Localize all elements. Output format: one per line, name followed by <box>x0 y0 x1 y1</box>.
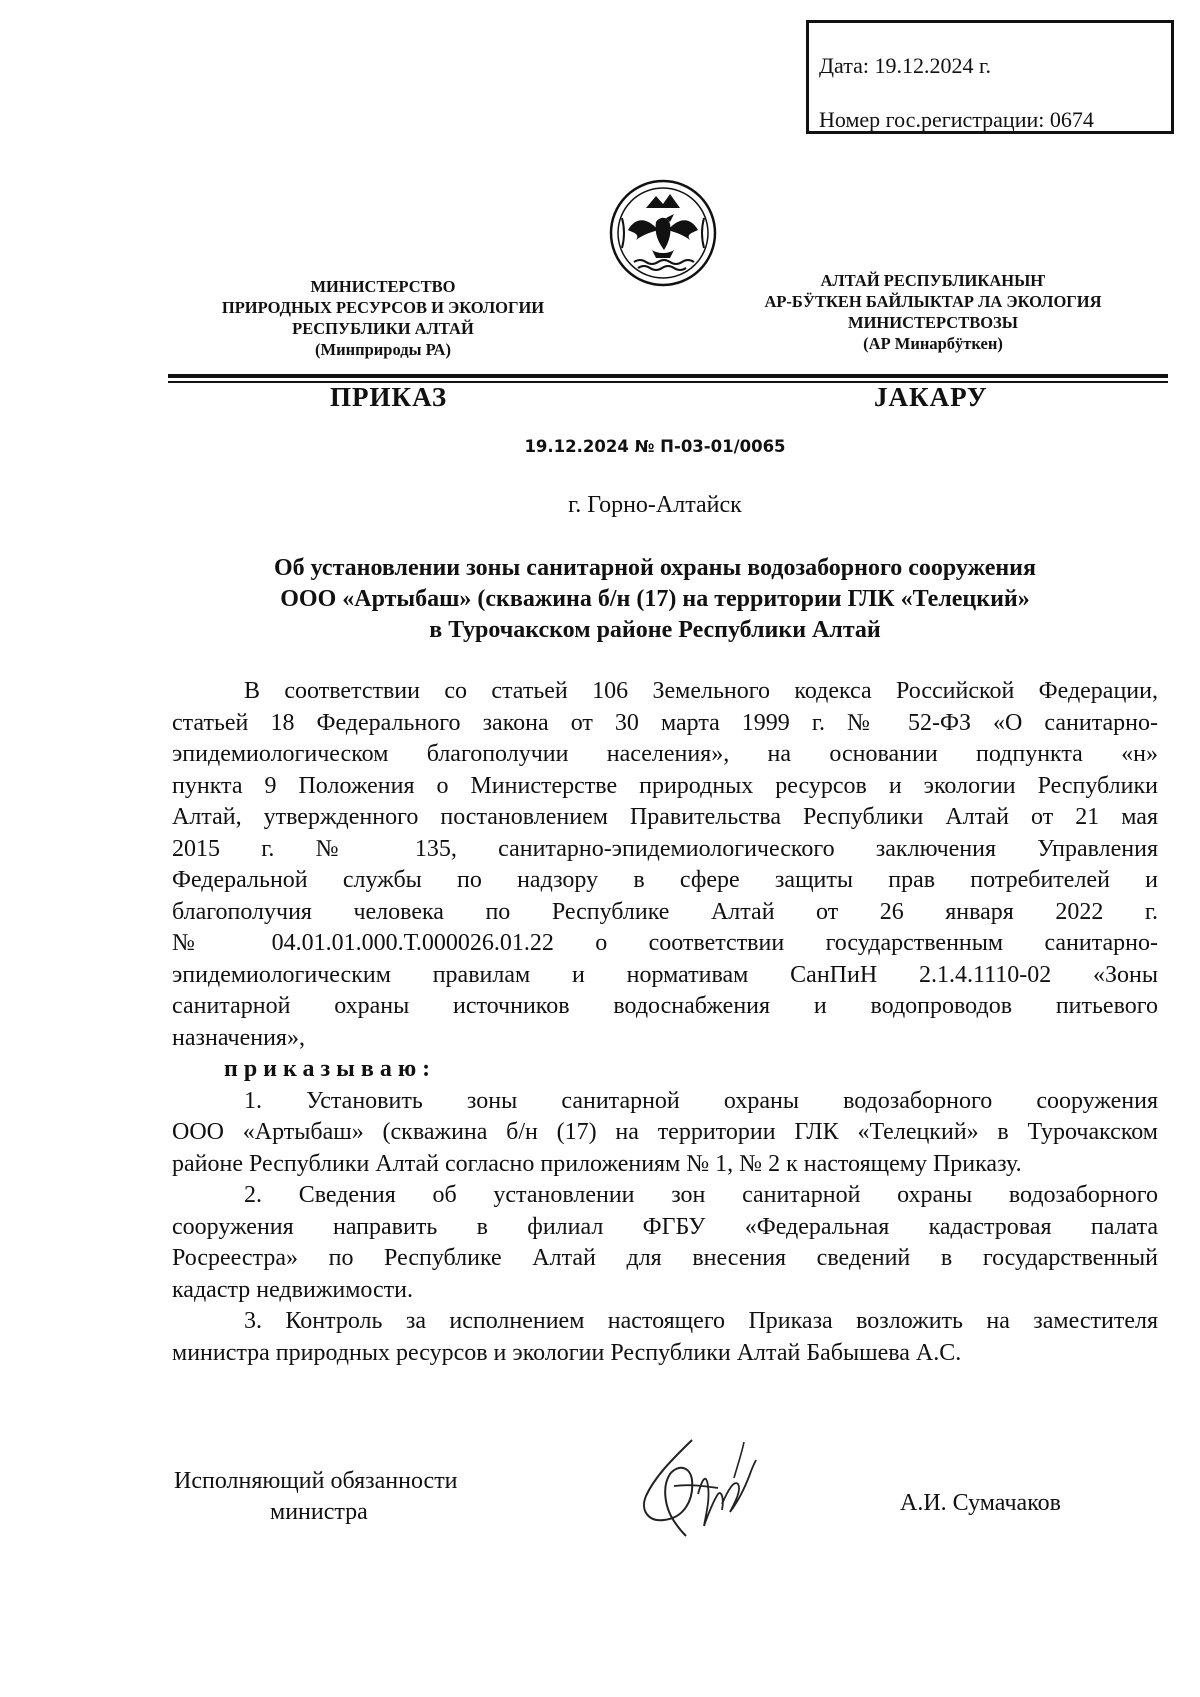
preamble-line: № 04.01.01.000.Т.000026.01.22 о соответствии государственным санитарно- <box>172 930 1158 956</box>
item-3-line: 3. Контроль за исполнением настоящего Приказа возложить на заместителя <box>244 1308 1158 1334</box>
ministry-name-alt-line: АР-БӰТКЕН БАЙЛЫКТАР ЛА ЭКОЛОГИЯ <box>764 292 1102 311</box>
item-2-line: сооружения направить в филиал ФГБУ «Федеральная кадастровая палата <box>172 1213 1158 1240</box>
preamble-line: В соответствии со статьей 106 Земельного кодекса Российской Федерации, <box>244 678 1158 704</box>
signer-position-line: министра <box>270 1499 368 1525</box>
item-1-line: районе Республики Алтай согласно приложениям № 1, № 2 к настоящему Приказу. <box>172 1150 1022 1177</box>
preamble-line: Алтай, утвержденного постановлением Правительства Республики Алтай от 21 мая <box>172 804 1158 830</box>
signer-name: А.И. Сумачаков <box>900 1490 1061 1516</box>
order-heading-altai: JАКАРУ <box>874 382 988 412</box>
altai-republic-coat-of-arms-icon <box>608 178 718 288</box>
order-verb: приказываю: <box>224 1056 437 1082</box>
order-title-line: ООО «Артыбаш» (скважина б/н (17) на территории ГЛК «Телецкий» <box>280 586 1030 612</box>
order-city: г. Горно-Алтайск <box>568 492 742 518</box>
order-heading-russian: ПРИКАЗ <box>330 382 448 412</box>
registration-number-value: 0674 <box>1049 107 1094 132</box>
item-2-line: 2. Сведения об установлении зон санитарной охраны водозаборного <box>244 1182 1158 1208</box>
preamble-line: назначения», <box>172 1024 305 1051</box>
preamble-line: благополучия человека по Республике Алтай от 26 января 2022 г. <box>172 898 1158 925</box>
preamble-line: санитарной охраны источников водоснабжения и водопроводов питьевого <box>172 993 1158 1019</box>
ministry-name-altai <box>718 270 1148 354</box>
handwritten-signature-icon <box>634 1434 764 1538</box>
preamble-line: 2015 г. № 135, санитарно-эпидемиологического заключения Управления <box>172 835 1158 862</box>
order-title-line: в Турочакском районе Республики Алтай <box>429 617 881 643</box>
registration-date-value: 19.12.2024 г. <box>874 53 992 78</box>
header-divider-thin <box>168 381 1168 383</box>
ministry-name-alt-line: (АР Минарбӱткен) <box>863 334 1003 353</box>
preamble-line: Федеральной службы по надзору в сфере защиты прав потребителей и <box>172 867 1158 893</box>
ministry-name-ru-line: РЕСПУБЛИКИ АЛТАЙ <box>292 319 474 338</box>
header-divider-thick <box>168 374 1168 378</box>
registration-stamp <box>806 20 1174 134</box>
registration-date-row <box>819 39 1171 93</box>
order-number: 19.12.2024 № П-03-01/0065 <box>524 437 786 456</box>
preamble-line: эпидемиологическом благополучии населения», на основании подпункта «н» <box>172 741 1158 767</box>
registration-date-label: Дата: <box>819 53 869 78</box>
preamble-line: эпидемиологическим правилам и нормативам СанПиН 2.1.4.1110-02 «Зоны <box>172 961 1158 988</box>
ministry-name-ru-line: (Минприроды РА) <box>315 340 451 359</box>
registration-number-label: Номер гос.регистрации: <box>819 107 1045 132</box>
item-1-line: 1. Установить зоны санитарной охраны водозаборного сооружения <box>244 1087 1158 1114</box>
ministry-name-alt-line: МИНИСТЕРСТВОЗЫ <box>848 313 1018 332</box>
item-1-line: ООО «Артыбаш» (скважина б/н (17) на территории ГЛК «Телецкий» в Турочакском <box>172 1119 1158 1145</box>
preamble-line: статьей 18 Федерального закона от 30 марта 1999 г. № 52-ФЗ «О санитарно- <box>172 709 1158 736</box>
order-title <box>0 553 1200 646</box>
preamble-line: пункта 9 Положения о Министерстве природных ресурсов и экологии Республики <box>172 772 1158 799</box>
ministry-name-ru-line: ПРИРОДНЫХ РЕСУРСОВ И ЭКОЛОГИИ <box>221 298 545 317</box>
signer-position-line: Исполняющий обязанности <box>174 1468 458 1494</box>
ministry-name-alt-line: АЛТАЙ РЕСПУБЛИКАНЫҤ <box>820 271 1046 290</box>
order-title-line: Об установлении зоны санитарной охраны водозаборного сооружения <box>273 555 1036 581</box>
registration-number-row <box>819 93 1171 147</box>
ministry-name-russian <box>168 276 598 360</box>
item-3-line: министра природных ресурсов и экологии Республики Алтай Бабышева А.С. <box>172 1339 962 1366</box>
signer-position <box>174 1466 458 1528</box>
ministry-name-ru-line: МИНИСТЕРСТВО <box>310 277 456 296</box>
item-2-line: Росреестра» по Республике Алтай для внесения сведений в государственный <box>172 1245 1158 1271</box>
order-body <box>172 676 1158 1369</box>
item-2-line: кадастр недвижимости. <box>172 1276 414 1303</box>
